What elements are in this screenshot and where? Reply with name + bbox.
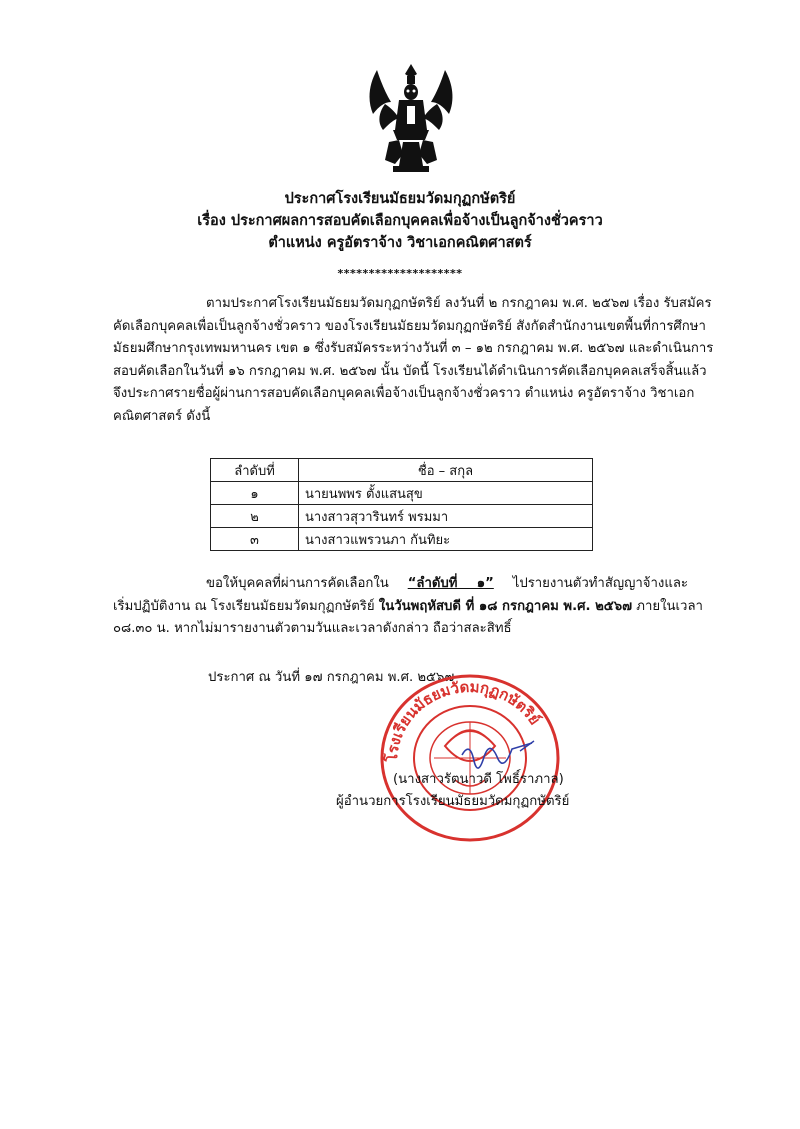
seal-text: โรงเรียนมัธยมวัดมกุฏกษัตริย์	[382, 677, 545, 763]
column-header-order: ลำดับที่	[211, 459, 299, 482]
garuda-emblem-icon	[363, 62, 459, 178]
announcement-position: ตำแหน่ง ครูอัตราจ้าง วิชาเอกคณิตศาสตร์	[268, 235, 532, 251]
paragraph-line: ตามประกาศโรงเรียนมัธยมวัดมกุฏกษัตริย์ ลงวันที่ ๒ กรกฎาคม พ.ศ. ๒๕๖๗ เรื่อง รับสมัคร	[206, 296, 712, 311]
table-row	[211, 482, 593, 505]
table-header-row	[211, 459, 593, 482]
announcement-title: ประกาศโรงเรียนมัธยมวัดมกุฏกษัตริย์	[284, 191, 516, 207]
signatory-position: ผู้อำนวยการโรงเรียนมัธยมวัดมกุฏกษัตริย์	[336, 794, 570, 809]
row-order: ๑	[211, 482, 299, 505]
paragraph-line: สอบคัดเลือกในวันที่ ๑๖ กรกฎาคม พ.ศ. ๒๕๖๗ นั้น บัดนี้ โรงเรียนได้ดำเนินการคัดเลือกบุคคลเสร็จสิ้นแล้ว	[113, 363, 707, 379]
paragraph-line	[113, 596, 703, 619]
row-order: ๓	[211, 528, 299, 551]
text-run: ไปรายงานตัวทำสัญญาจ้างและ	[493, 576, 688, 591]
text-run: เริ่มปฏิบัติงาน ณ โรงเรียนมัธยมวัดมกุฏกษัตริย์	[113, 598, 379, 614]
body-paragraph-2	[113, 573, 703, 641]
highlighted-order: “ลำดับที่ ๑”	[407, 576, 494, 591]
table-row	[211, 528, 593, 551]
row-name: นางสาวสุวารินทร์ พรมมา	[299, 505, 593, 528]
row-name: นางสาวแพรวนภา กันทิยะ	[299, 528, 593, 551]
row-name: นายนพพร ตั้งแสนสุข	[299, 482, 593, 505]
signatory-name: (นางสาวรัตนาวดี โพธิ์ราภาล)	[393, 772, 564, 787]
column-header-name: ชื่อ – สกุล	[299, 459, 593, 482]
row-order: ๒	[211, 505, 299, 528]
paragraph-line: คัดเลือกบุคคลเพื่อเป็นลูกจ้างชั่วคราว ของโรงเรียนมัธยมวัดมกุฏกษัตริย์ สังกัดสำนักงานเขตพื้นที่การศึกษา	[113, 318, 706, 334]
paragraph-line: จึงประกาศรายชื่อผู้ผ่านการสอบคัดเลือกบุคคลเพื่อจ้างเป็นลูกจ้างชั่วคราว ตำแหน่ง ครูอัตราจ้าง วิชาเอก	[113, 386, 695, 401]
body-paragraph-1	[113, 293, 714, 428]
announcement-date: ประกาศ ณ วันที่ ๑๗ กรกฎาคม พ.ศ. ๒๕๖๗	[208, 670, 455, 685]
paragraph-line: คณิตศาสตร์ ดังนี้	[113, 408, 211, 424]
separator-stars: ********************	[337, 267, 463, 280]
text-run: ภายในเวลา	[632, 598, 703, 614]
selected-candidates-table	[210, 458, 593, 551]
paragraph-line: ๐๘.๓๐ น. หากไม่มารายงานตัวตามวันและเวลาดังกล่าว ถือว่าสละสิทธิ์	[113, 621, 512, 636]
paragraph-line: มัธยมศึกษากรุงเทพมหานคร เขต ๑ ซึ่งรับสมัครระหว่างวันที่ ๓ – ๑๒ กรกฎาคม พ.ศ. ๒๕๖๗ และดำเนินการ	[113, 341, 714, 356]
announcement-subject: เรื่อง ประกาศผลการสอบคัดเลือกบุคคลเพื่อจ้างเป็นลูกจ้างชั่วคราว	[197, 213, 603, 229]
table-row	[211, 505, 593, 528]
report-date: ในวันพฤหัสบดี ที่ ๑๘ กรกฎาคม พ.ศ. ๒๕๖๗	[378, 598, 633, 614]
paragraph-line	[113, 573, 688, 596]
text-run: ขอให้บุคคลที่ผ่านการคัดเลือกใน	[206, 576, 408, 591]
